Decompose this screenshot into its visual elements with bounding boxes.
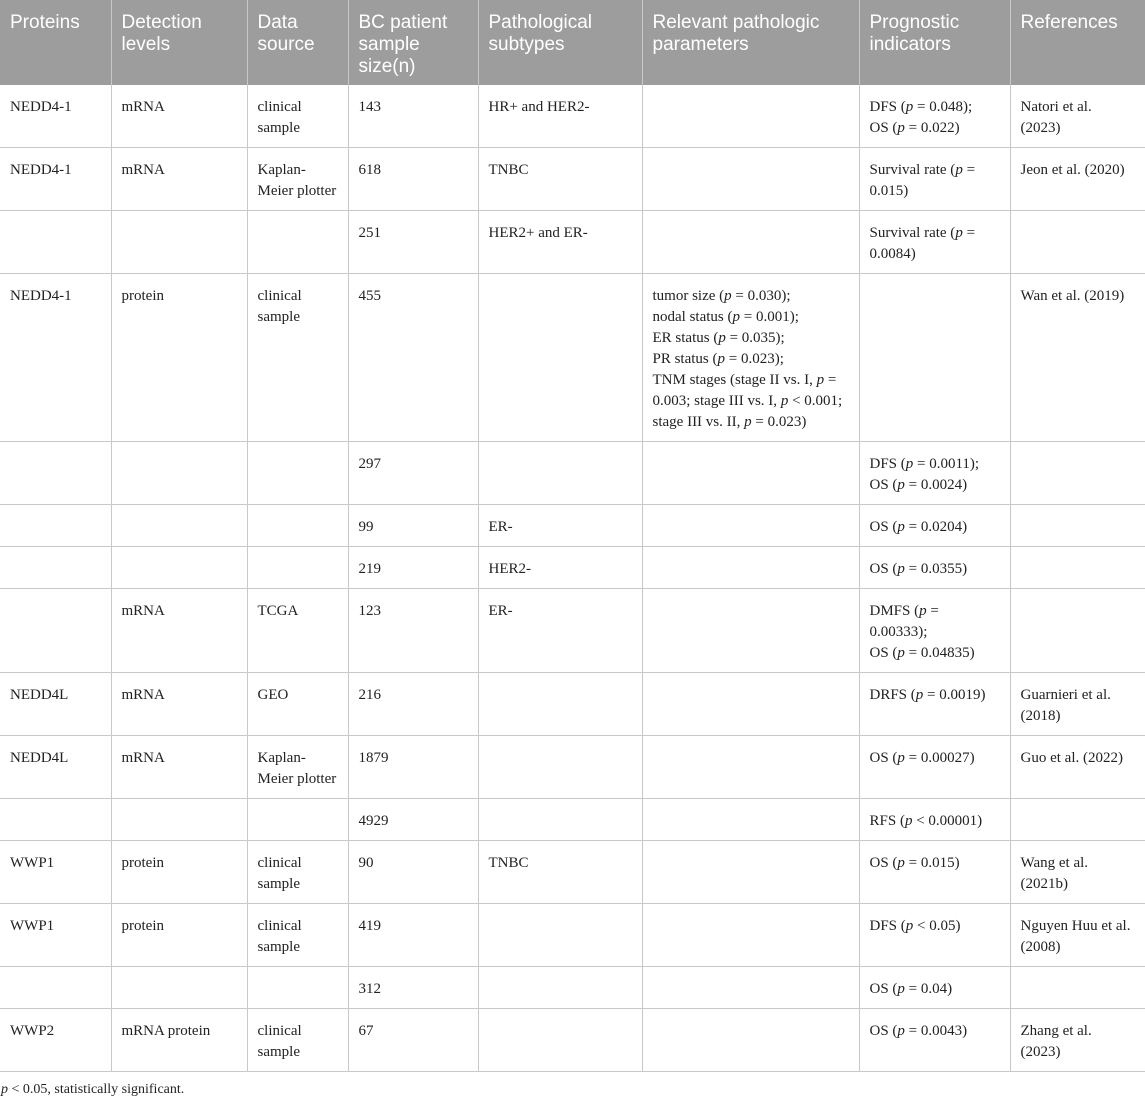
cell-sample-size: 67 — [348, 1009, 478, 1072]
table-row — [0, 274, 1145, 442]
cell-data-source: clinical sample — [247, 1009, 348, 1072]
cell-subtype — [478, 736, 642, 799]
cell-data-source — [247, 967, 348, 1009]
table-row — [0, 589, 1145, 673]
cell-prognostic-indicators: OS (p = 0.0355) — [859, 547, 1010, 589]
cell-prognostic-indicators: DFS (p < 0.05) — [859, 904, 1010, 967]
header-row — [0, 0, 1145, 85]
cell-protein: WWP1 — [0, 904, 111, 967]
cell-subtype — [478, 442, 642, 505]
cell-sample-size: 251 — [348, 211, 478, 274]
cell-subtype: TNBC — [478, 148, 642, 211]
cell-protein — [0, 547, 111, 589]
table-row — [0, 547, 1145, 589]
cell-prognostic-indicators: DFS (p = 0.0011); OS (p = 0.0024) — [859, 442, 1010, 505]
cell-sample-size: 143 — [348, 85, 478, 148]
cell-reference: Jeon et al. (2020) — [1010, 148, 1145, 211]
cell-pathologic-parameters — [642, 547, 859, 589]
cell-sample-size: 123 — [348, 589, 478, 673]
cell-subtype: HER2+ and ER- — [478, 211, 642, 274]
cell-data-source: TCGA — [247, 589, 348, 673]
cell-pathologic-parameters — [642, 148, 859, 211]
header-prognostic-indicators: Prognostic indicators — [859, 0, 1010, 85]
cell-pathologic-parameters — [642, 967, 859, 1009]
cell-subtype — [478, 799, 642, 841]
cell-protein: NEDD4-1 — [0, 85, 111, 148]
cell-data-source — [247, 799, 348, 841]
table-row — [0, 841, 1145, 904]
cell-detection-level: mRNA — [111, 673, 247, 736]
cell-pathologic-parameters — [642, 85, 859, 148]
table-row — [0, 211, 1145, 274]
header-pathologic-parameters: Relevant pathologic parameters — [642, 0, 859, 85]
header-proteins: Proteins — [0, 0, 111, 85]
cell-prognostic-indicators: RFS (p < 0.00001) — [859, 799, 1010, 841]
cell-data-source: clinical sample — [247, 904, 348, 967]
cell-detection-level: protein — [111, 841, 247, 904]
cell-protein — [0, 799, 111, 841]
cell-subtype — [478, 673, 642, 736]
cell-sample-size: 312 — [348, 967, 478, 1009]
table-body — [0, 85, 1145, 1072]
cell-data-source: clinical sample — [247, 85, 348, 148]
cell-detection-level — [111, 547, 247, 589]
cell-protein — [0, 589, 111, 673]
cell-reference: Zhang et al. (2023) — [1010, 1009, 1145, 1072]
cell-prognostic-indicators: OS (p = 0.0043) — [859, 1009, 1010, 1072]
cell-protein: NEDD4L — [0, 673, 111, 736]
cell-subtype: ER- — [478, 589, 642, 673]
cell-prognostic-indicators: DRFS (p = 0.0019) — [859, 673, 1010, 736]
cell-subtype: TNBC — [478, 841, 642, 904]
cell-protein — [0, 505, 111, 547]
cell-sample-size: 419 — [348, 904, 478, 967]
cell-reference: Guo et al. (2022) — [1010, 736, 1145, 799]
cell-protein — [0, 211, 111, 274]
cell-reference — [1010, 505, 1145, 547]
cell-pathologic-parameters — [642, 505, 859, 547]
cell-pathologic-parameters — [642, 904, 859, 967]
cell-data-source — [247, 547, 348, 589]
cell-detection-level: protein — [111, 904, 247, 967]
cell-data-source: GEO — [247, 673, 348, 736]
cell-subtype — [478, 1009, 642, 1072]
cell-detection-level — [111, 442, 247, 505]
table-row — [0, 505, 1145, 547]
table-row — [0, 1009, 1145, 1072]
cell-pathologic-parameters — [642, 1009, 859, 1072]
header-pathological-subtypes: Pathological subtypes — [478, 0, 642, 85]
cell-subtype — [478, 274, 642, 442]
cell-pathologic-parameters — [642, 442, 859, 505]
cell-pathologic-parameters — [642, 211, 859, 274]
cell-sample-size: 297 — [348, 442, 478, 505]
cell-detection-level: mRNA protein — [111, 1009, 247, 1072]
cell-reference — [1010, 967, 1145, 1009]
cell-data-source: Kaplan-Meier plotter — [247, 736, 348, 799]
table-footnote — [0, 1072, 1145, 1098]
cell-sample-size: 455 — [348, 274, 478, 442]
cell-sample-size: 90 — [348, 841, 478, 904]
cell-reference: Natori et al. (2023) — [1010, 85, 1145, 148]
cell-data-source: Kaplan-Meier plotter — [247, 148, 348, 211]
cell-subtype — [478, 967, 642, 1009]
cell-prognostic-indicators: Survival rate (p = 0.015) — [859, 148, 1010, 211]
table-row — [0, 85, 1145, 148]
cell-data-source — [247, 211, 348, 274]
table-row — [0, 148, 1145, 211]
table-row — [0, 442, 1145, 505]
cell-data-source — [247, 505, 348, 547]
cell-sample-size: 99 — [348, 505, 478, 547]
cell-data-source: clinical sample — [247, 841, 348, 904]
cell-prognostic-indicators — [859, 274, 1010, 442]
cell-prognostic-indicators: OS (p = 0.0204) — [859, 505, 1010, 547]
cell-pathologic-parameters — [642, 589, 859, 673]
cell-detection-level: mRNA — [111, 589, 247, 673]
cell-detection-level: mRNA — [111, 85, 247, 148]
table-row — [0, 799, 1145, 841]
cell-data-source — [247, 442, 348, 505]
cell-reference: Wang et al. (2021b) — [1010, 841, 1145, 904]
cell-reference: Nguyen Huu et al. (2008) — [1010, 904, 1145, 967]
cell-reference — [1010, 211, 1145, 274]
cell-prognostic-indicators: OS (p = 0.00027) — [859, 736, 1010, 799]
cell-protein — [0, 442, 111, 505]
cell-prognostic-indicators: DFS (p = 0.048); OS (p = 0.022) — [859, 85, 1010, 148]
cell-subtype: ER- — [478, 505, 642, 547]
header-references: References — [1010, 0, 1145, 85]
cell-sample-size: 618 — [348, 148, 478, 211]
cell-detection-level: protein — [111, 274, 247, 442]
cell-protein: WWP1 — [0, 841, 111, 904]
cell-detection-level — [111, 505, 247, 547]
cell-sample-size: 216 — [348, 673, 478, 736]
cell-detection-level: mRNA — [111, 736, 247, 799]
cell-pathologic-parameters: tumor size (p = 0.030); nodal status (p = 0.001); ER status (p = 0.035); PR status (p = 0.023); TNM stages (stage II vs. I, p = 0.003; stage III vs. I, p < 0.001; stage III vs. II, p = 0.023) — [642, 274, 859, 442]
cell-prognostic-indicators: Survival rate (p = 0.0084) — [859, 211, 1010, 274]
cell-data-source: clinical sample — [247, 274, 348, 442]
cell-reference — [1010, 799, 1145, 841]
cell-detection-level: mRNA — [111, 148, 247, 211]
header-sample-size: BC patient sample size(n) — [348, 0, 478, 85]
cell-sample-size: 1879 — [348, 736, 478, 799]
cell-prognostic-indicators: DMFS (p = 0.00333); OS (p = 0.04835) — [859, 589, 1010, 673]
cell-subtype — [478, 904, 642, 967]
cell-protein: NEDD4-1 — [0, 148, 111, 211]
cell-protein: WWP2 — [0, 1009, 111, 1072]
cell-prognostic-indicators: OS (p = 0.015) — [859, 841, 1010, 904]
cell-pathologic-parameters — [642, 799, 859, 841]
cell-reference — [1010, 547, 1145, 589]
cell-detection-level — [111, 799, 247, 841]
header-data-source: Data source — [247, 0, 348, 85]
cell-pathologic-parameters — [642, 841, 859, 904]
table-row — [0, 967, 1145, 1009]
cell-reference: Wan et al. (2019) — [1010, 274, 1145, 442]
table-row — [0, 904, 1145, 967]
header-detection-levels: Detection levels — [111, 0, 247, 85]
cell-protein: NEDD4L — [0, 736, 111, 799]
cell-sample-size: 4929 — [348, 799, 478, 841]
cell-reference — [1010, 442, 1145, 505]
cell-reference — [1010, 589, 1145, 673]
cell-subtype: HER2- — [478, 547, 642, 589]
cell-pathologic-parameters — [642, 673, 859, 736]
cell-sample-size: 219 — [348, 547, 478, 589]
cell-protein — [0, 967, 111, 1009]
table-row — [0, 673, 1145, 736]
cell-detection-level — [111, 967, 247, 1009]
cell-pathologic-parameters — [642, 736, 859, 799]
cell-detection-level — [111, 211, 247, 274]
cell-subtype: HR+ and HER2- — [478, 85, 642, 148]
cell-protein: NEDD4-1 — [0, 274, 111, 442]
footnote-text: p < 0.05, statistically significant. — [1, 1082, 185, 1097]
cell-reference: Guarnieri et al. (2018) — [1010, 673, 1145, 736]
cell-prognostic-indicators: OS (p = 0.04) — [859, 967, 1010, 1009]
table-row — [0, 736, 1145, 799]
